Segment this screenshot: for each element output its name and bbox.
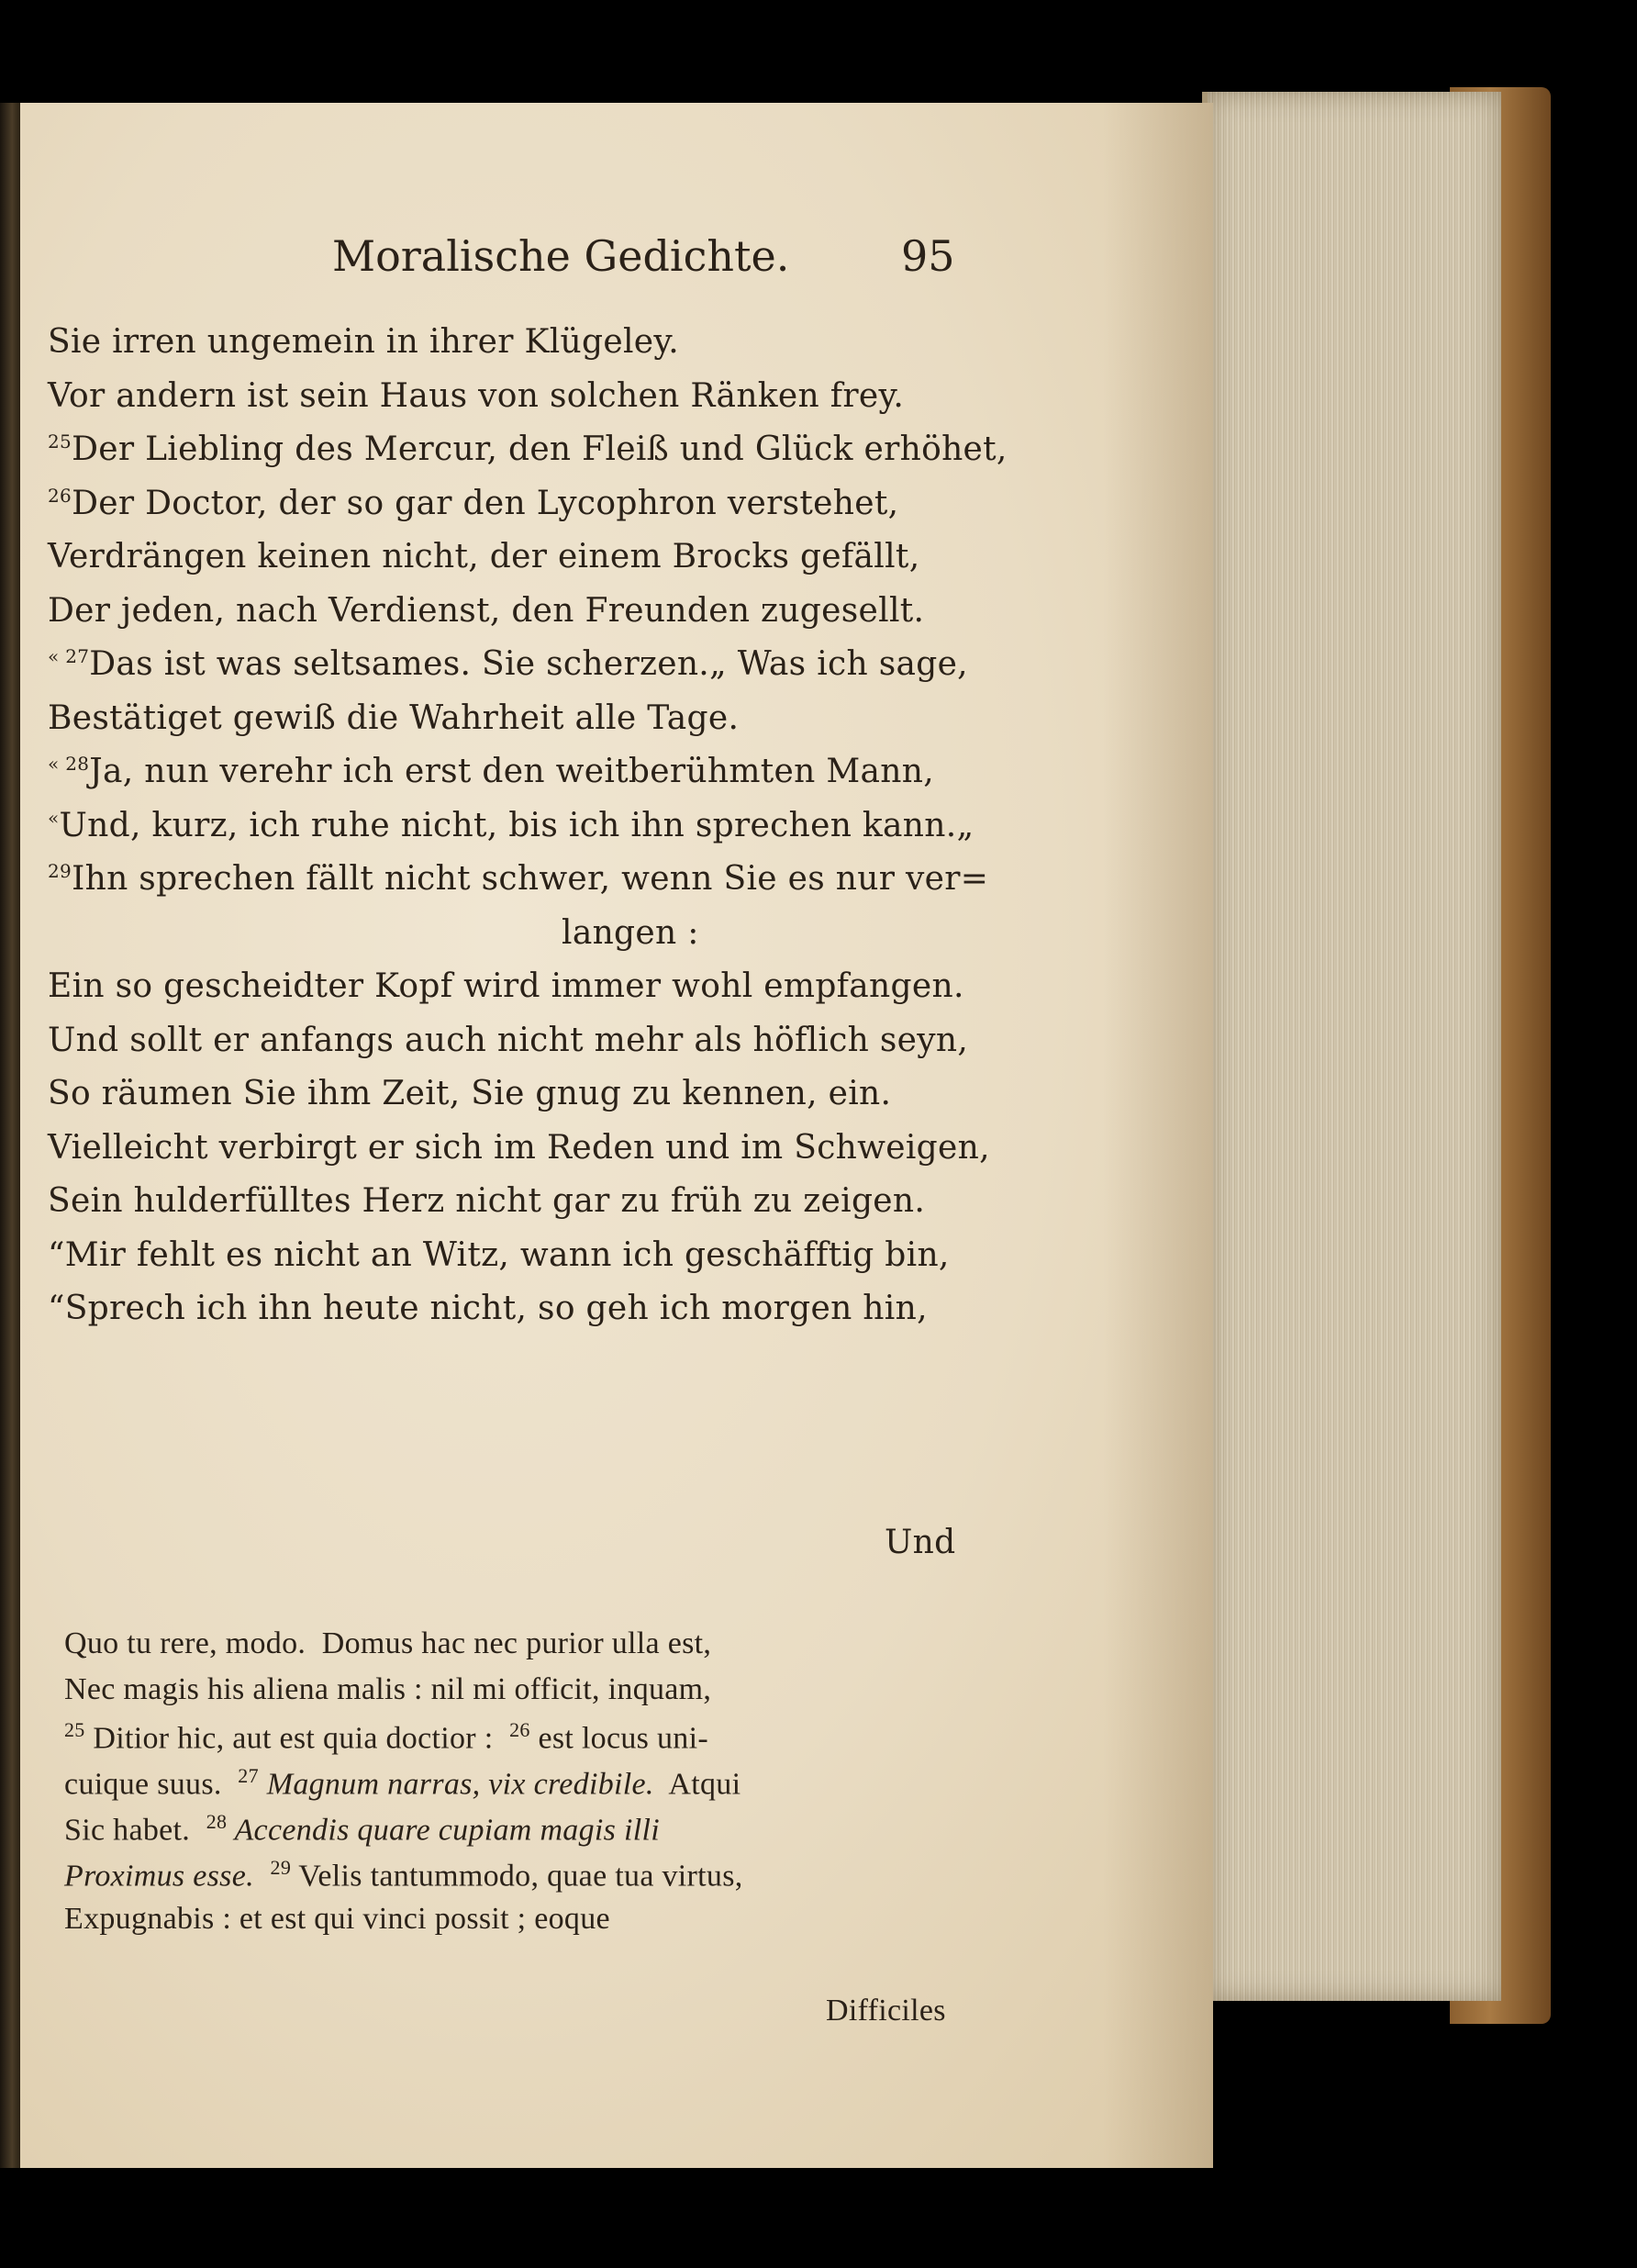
verse-text: Ja, nun verehr ich erst den weitberühmten Mann, — [89, 753, 935, 790]
footnote-line — [64, 1810, 660, 1848]
page-number: 95 — [901, 231, 955, 281]
verse-line — [48, 1075, 891, 1112]
verse-text: Bestätiget gewiß die Wahrheit alle Tage. — [48, 698, 740, 737]
book-fore-edge — [1202, 92, 1501, 2001]
verse-note-marker: « 28 — [48, 753, 90, 775]
footnote-number: 27 — [238, 1764, 259, 1787]
footnote-text: Atqui — [653, 1767, 741, 1802]
footnote-number: 26 — [509, 1718, 530, 1741]
footnote-text: Quo tu rere, modo. Domus hac nec purior ulla est, — [64, 1626, 712, 1660]
verse-line — [48, 323, 679, 361]
verse-text: Ein so gescheidter Kopf wird immer wohl empfangen. — [48, 967, 964, 1005]
verse-line — [48, 645, 968, 683]
footnote-italic-text: Accendis quare cupiam magis illi — [227, 1813, 660, 1848]
verse-text: Vor andern ist sein Haus von solchen Ränken frey. — [48, 376, 905, 415]
verse-note-marker: 25 — [48, 430, 72, 452]
running-head: Moralische Gedichte. — [332, 231, 790, 281]
facing-page-edge — [0, 103, 20, 2168]
verse-text: So räumen Sie ihm Zeit, Sie gnug zu kennen, ein. — [48, 1075, 892, 1112]
footnote-number: 25 — [64, 1718, 85, 1741]
footnote-line — [64, 1902, 610, 1937]
verse-text: Der Doctor, der so gar den Lycophron verstehet, — [72, 484, 899, 522]
footnote-italic-text: Proximus esse. — [64, 1859, 254, 1894]
verse-line — [48, 699, 739, 737]
verse-note-marker: 26 — [48, 484, 72, 507]
footnote-text: Expugnabis : et est qui vinci possit ; eoque — [64, 1902, 610, 1936]
verse-line — [48, 753, 934, 790]
footnote-number: 28 — [206, 1810, 228, 1833]
footnote-line — [64, 1764, 741, 1802]
verse-line — [48, 1022, 968, 1059]
footnote-text: Sic habet. — [64, 1813, 206, 1848]
footnote-text — [254, 1859, 271, 1893]
verse-text: Das ist was seltsames. Sie scherzen.„ Was ich sage, — [89, 645, 968, 683]
verse-text: langen : — [562, 913, 699, 952]
verse-text: Der Liebling des Mercur, den Fleiß und Glück erhöhet, — [72, 430, 1008, 468]
footnote-line — [64, 1626, 711, 1661]
verse-line — [48, 1290, 928, 1327]
footnote-text: Nec magis his aliena malis : nil mi officit, inquam, — [64, 1672, 712, 1706]
verse-line — [48, 860, 988, 898]
verse-line — [48, 1182, 925, 1220]
footnote-number: 29 — [270, 1856, 292, 1879]
verse-text: Und sollt er anfangs auch nicht mehr als höflich seyn, — [48, 1021, 969, 1059]
verse-text: Vielleicht verbirgt er sich im Reden und im Schweigen, — [48, 1128, 990, 1167]
page-gutter-shade — [1103, 103, 1213, 2168]
verse-line — [48, 967, 964, 1005]
verse-line — [48, 377, 904, 415]
catchword-bottom: Difficiles — [826, 1994, 946, 2028]
verse-line — [48, 485, 898, 522]
footnote-text: Ditior hic, aut est quia doctior : — [84, 1721, 510, 1756]
verse-text: Sein hulderfülltes Herz nicht gar zu früh zu zeigen. — [48, 1182, 926, 1220]
verse-note-marker: « 27 — [48, 645, 90, 667]
verse-note-marker: 29 — [48, 860, 72, 882]
footnote-line — [64, 1718, 708, 1756]
footnote-line — [64, 1672, 711, 1707]
verse-line — [48, 1129, 990, 1167]
book-page — [20, 103, 1213, 2168]
verse-note-marker: « — [48, 806, 60, 829]
footnote-text: est locus uni- — [529, 1721, 708, 1756]
verse-line — [48, 807, 974, 844]
verse-line — [562, 914, 699, 952]
verse-line — [48, 1236, 950, 1274]
verse-text: Ihn sprechen fällt nicht schwer, wenn Sie es nur ver= — [72, 860, 989, 898]
footnote-italic-text: Magnum narras, vix credibile. — [258, 1767, 654, 1802]
verse-line — [48, 592, 924, 630]
verse-text: Verdrängen keinen nicht, der einem Brocks gefällt, — [48, 538, 920, 575]
verse-line — [48, 538, 919, 575]
catchword-top: Und — [885, 1524, 956, 1561]
verse-line — [48, 430, 1008, 468]
verse-text: Und, kurz, ich ruhe nicht, bis ich ihn sprechen kann.„ — [59, 806, 974, 844]
footnote-line — [64, 1856, 743, 1894]
footnote-text: cuique suus. — [64, 1767, 239, 1802]
verse-text: “Mir fehlt es nicht an Witz, wann ich geschäfftig bin, — [48, 1235, 950, 1274]
verse-text: “Sprech ich ihn heute nicht, so geh ich morgen hin, — [48, 1290, 928, 1327]
verse-text: Sie irren ungemein in ihrer Klügeley. — [48, 323, 679, 361]
verse-text: Der jeden, nach Verdienst, den Freunden zugesellt. — [48, 591, 925, 630]
footnote-text: Velis tantummodo, quae tua virtus, — [291, 1859, 743, 1894]
